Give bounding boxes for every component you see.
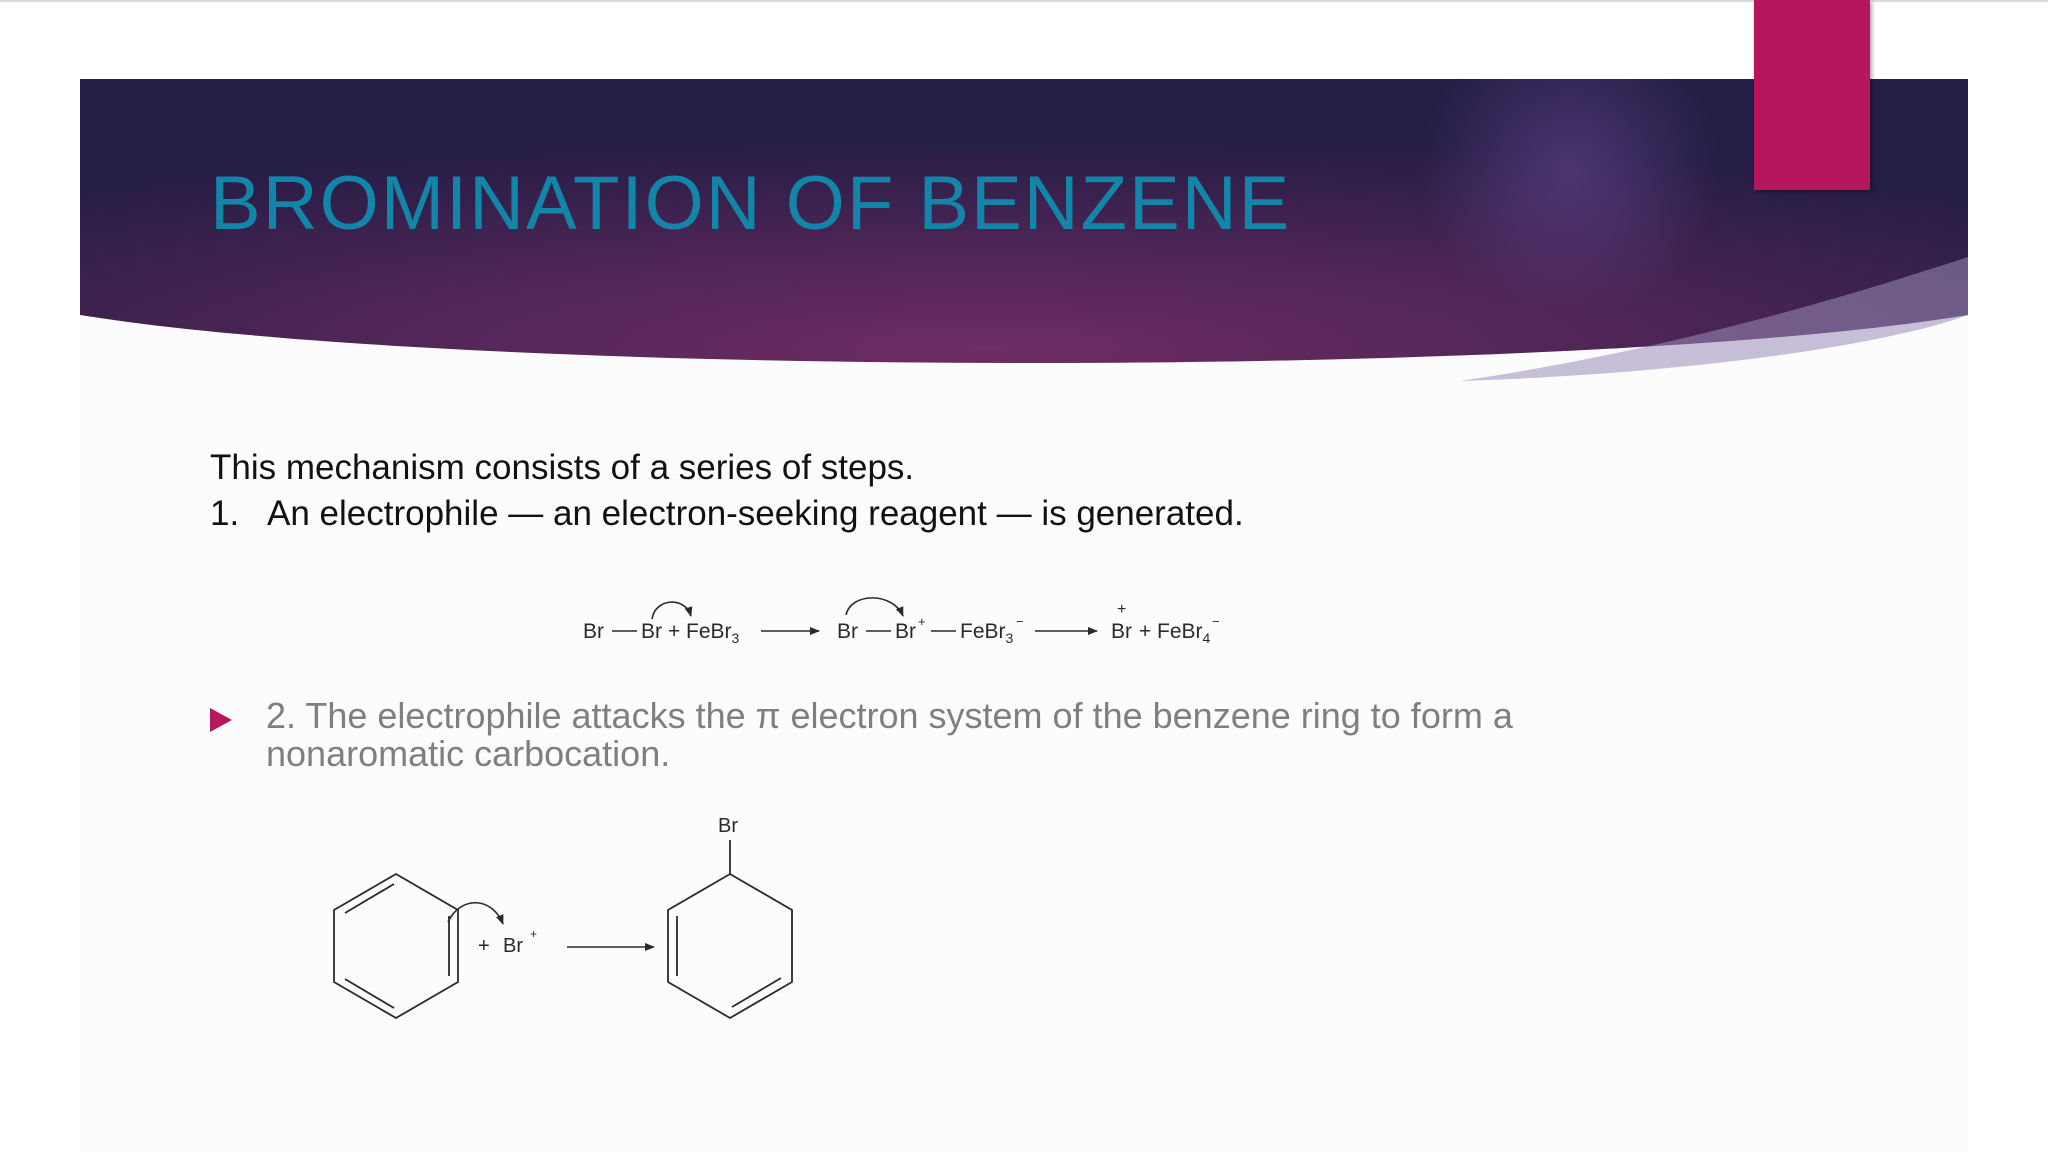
electrophilic-attack-equation <box>320 800 840 1025</box>
eq1-minus-charge-b: − <box>1212 614 1220 629</box>
benzene-ring <box>334 874 458 1018</box>
eq1-br-d: Br <box>895 620 916 643</box>
eq2-br-top: Br <box>718 815 738 837</box>
slide-title: BROMINATION OF BENZENE <box>210 161 1292 246</box>
bullet-arrow-icon <box>210 708 232 732</box>
bullet-step-2: 2. The electrophile attacks the π electron system of the benzene ring to form a nonaromatic carbocation. <box>266 695 1513 774</box>
eq1-curved-arrow-1 <box>652 602 691 619</box>
eq2-curved-arrow <box>448 903 503 924</box>
carbocation-ring <box>668 840 792 1018</box>
accent-tab <box>1754 0 1870 190</box>
eq1-minus-charge: − <box>1016 614 1024 629</box>
eq1-febr4: FeBr$_4$ <box>1157 620 1211 646</box>
eq1-br-e: Br <box>1111 620 1132 643</box>
eq1-curved-arrow-2 <box>846 598 903 616</box>
eq1-plus-charge: + <box>918 614 926 629</box>
eq1-plus-above: + <box>1117 601 1127 618</box>
top-rule <box>0 0 2048 2</box>
intro-line: This mechanism consists of a series of steps. <box>210 448 915 487</box>
step-1-text: An electrophile — an electron-seeking reagent — is generated. <box>267 494 1244 533</box>
eq1-febr3: FeBr$_3$ <box>686 620 740 646</box>
eq2-plus: + <box>478 935 490 957</box>
eq2-plus-charge: + <box>530 927 538 941</box>
electrophile-generation-equation <box>575 590 1235 650</box>
eq1-febr3-b: FeBr$_3$ <box>960 620 1014 646</box>
eq1-plus-1: + <box>668 620 681 643</box>
eq1-br-c: Br <box>837 620 858 643</box>
step-1 <box>210 494 1244 534</box>
eq2-br: Br <box>503 935 523 957</box>
step-1-number: 1. <box>210 494 240 533</box>
eq1-br-b: Br <box>641 620 662 643</box>
eq1-br-a: Br <box>583 620 604 643</box>
eq1-plus-2: + <box>1139 620 1152 643</box>
